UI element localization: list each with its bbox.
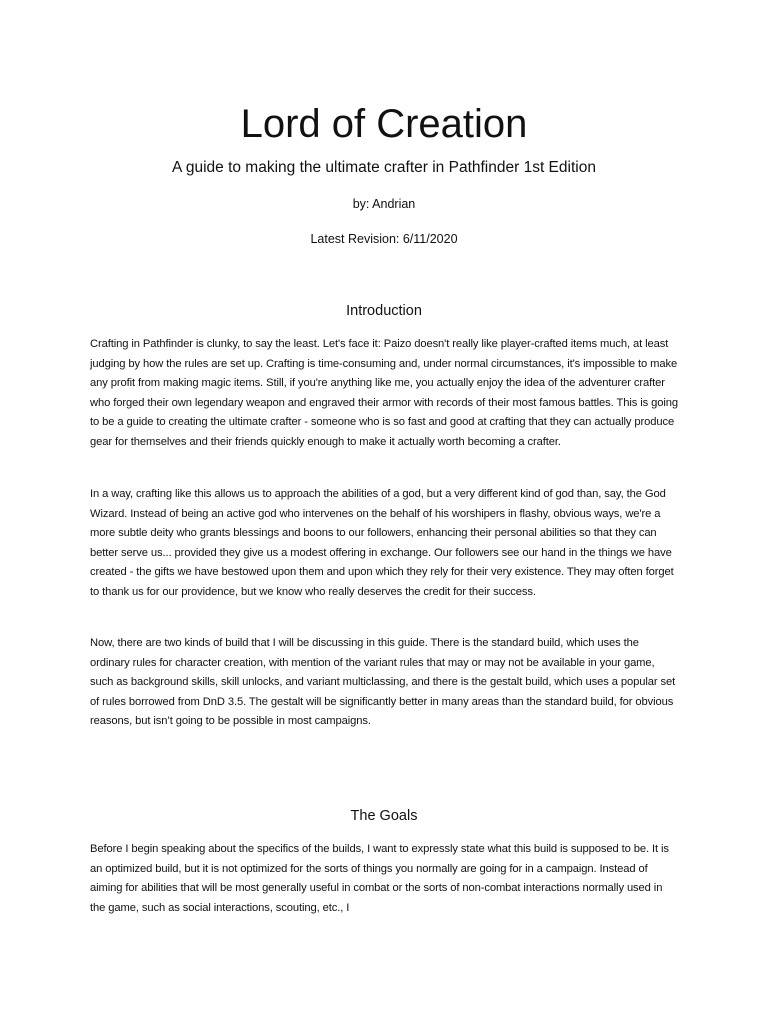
introduction-paragraph: Now, there are two kinds of build that I will be discussing in this guide. There is the standard build, which uses the ordinary rules for character creation, with mention of the variant rules that may or may not be available in your game, such as background skills, skill unlocks, and variant multiclassing, and there is the gestalt build, which uses a popular set of rules borrowed from DnD 3.5. The gestalt will be significantly better in many areas than the standard build, for obvious reasons, but isn’t going to be possible in most campaigns. xyxy=(90,637,676,727)
goals-paragraph: Before I begin speaking about the specifics of the builds, I want to expressly state what this build is supposed to be. It is an optimized build, but it is not optimized for the sorts of things you normally are going for in a campaign. Instead of aiming for abilities that will be most generally useful in combat or the sorts of non-combat interactions normally used in the game, such as social interactions, scouting, etc., I xyxy=(90,843,669,914)
document-subtitle: A guide to making the ultimate crafter in Pathfinder 1st Edition xyxy=(172,159,596,176)
section-heading-introduction: Introduction xyxy=(346,303,422,319)
author-byline: by: Andrian xyxy=(352,197,416,211)
introduction-paragraph: In a way, crafting like this allows us to approach the abilities of a god, but a very different kind of god than, say, the God Wizard. Instead of being an active god who intervenes on the behalf of his worshipers in flashy, obvious ways, we're a more subtle deity who grants blessings and boons to our followers, enhancing their personal abilities so that they can better serve us... provided they give us a modest offering in exchange. Our followers see our hand in the things we have created - the gifts we have bestowed upon them and upon which they rely for their very existence. They may often forget to thank us for our providence, but we know who really deserves the credit for their success. xyxy=(90,488,674,598)
section-heading-goals: The Goals xyxy=(350,808,418,824)
introduction-paragraph: Crafting in Pathfinder is clunky, to say the least. Let's face it: Paizo doesn't really like player-crafted items much, at least judging by how the rules are set up. Crafting is time-consuming and, under normal circumstances, it's impossible to make any profit from making magic items. Still, if you're anything like me, you actually enjoy the idea of the adventurer crafter who forged their own legendary weapon and engraved their armor with records of their most famous battles. This is going to be a guide to creating the ultimate crafter - someone who is so fast and good at crafting that they can actually produce gear for themselves and their friends quickly enough to make it actually worth becoming a crafter. xyxy=(90,338,678,448)
document-title: Lord of Creation xyxy=(240,102,528,146)
revision-date: Latest Revision: 6/11/2020 xyxy=(310,232,458,246)
